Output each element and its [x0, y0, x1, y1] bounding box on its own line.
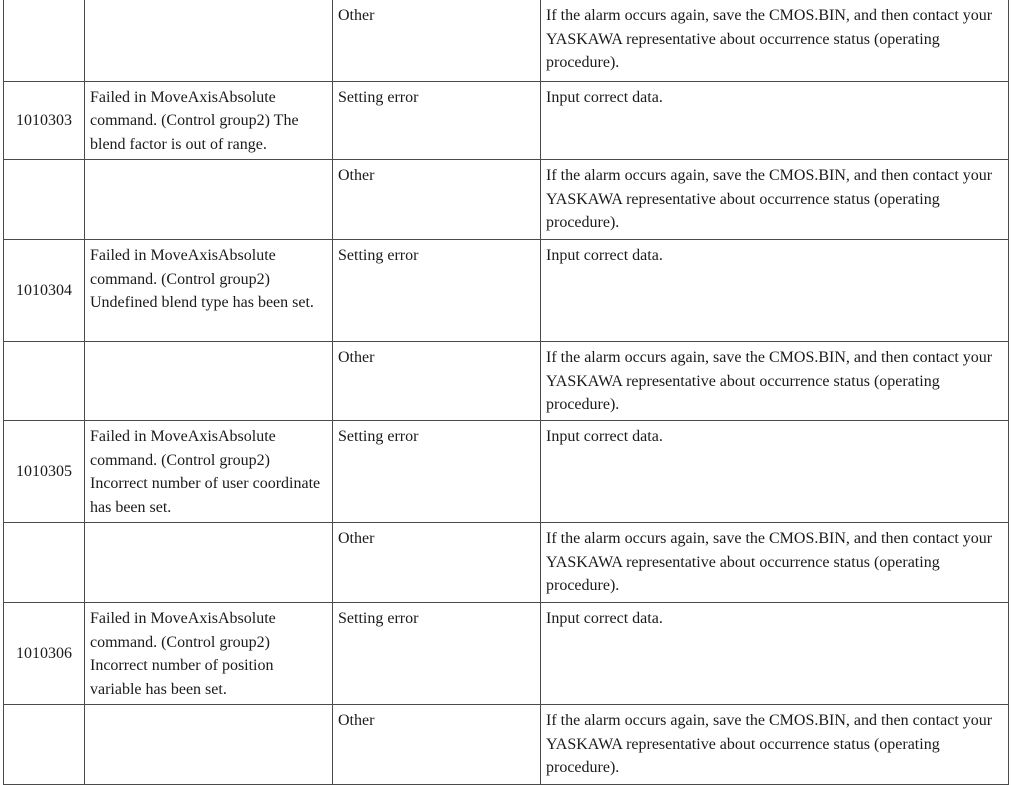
table-row	[4, 421, 1009, 523]
alarm-cause: Other	[333, 160, 541, 240]
alarm-code	[4, 523, 85, 603]
alarm-code	[4, 705, 85, 785]
alarm-description: Failed in MoveAxisAbsolute command. (Control group2) Incorrect number of position variable has been set.	[85, 603, 333, 705]
table-row	[4, 705, 1009, 785]
alarm-remedy: Input correct data.	[541, 603, 1009, 705]
alarm-remedy: Input correct data.	[541, 421, 1009, 523]
alarm-description	[85, 523, 333, 603]
alarm-remedy: Input correct data.	[541, 81, 1009, 160]
table-row	[4, 603, 1009, 705]
alarm-code: 1010303	[4, 81, 85, 160]
table-row	[4, 0, 1009, 81]
alarm-cause: Setting error	[333, 81, 541, 160]
alarm-code: 1010306	[4, 603, 85, 705]
alarm-cause: Other	[333, 705, 541, 785]
alarm-remedy: If the alarm occurs again, save the CMOS.BIN, and then contact your YASKAWA representative about occurrence status (operating procedure).	[541, 0, 1009, 81]
alarm-description: Failed in MoveAxisAbsolute command. (Control group2) The blend factor is out of range.	[85, 81, 333, 160]
table-row	[4, 342, 1009, 421]
alarm-cause: Setting error	[333, 603, 541, 705]
alarm-remedy: If the alarm occurs again, save the CMOS.BIN, and then contact your YASKAWA representative about occurrence status (operating procedure).	[541, 705, 1009, 785]
alarm-cause: Setting error	[333, 421, 541, 523]
alarm-code	[4, 342, 85, 421]
alarm-code	[4, 160, 85, 240]
alarm-table	[3, 0, 1009, 785]
table-row	[4, 160, 1009, 240]
table-row	[4, 81, 1009, 160]
alarm-code	[4, 0, 85, 81]
alarm-description	[85, 342, 333, 421]
alarm-code: 1010305	[4, 421, 85, 523]
alarm-cause: Setting error	[333, 240, 541, 342]
alarm-cause: Other	[333, 523, 541, 603]
table-row	[4, 523, 1009, 603]
alarm-cause: Other	[333, 0, 541, 81]
alarm-description: Failed in MoveAxisAbsolute command. (Control group2) Incorrect number of user coordinate has been set.	[85, 421, 333, 523]
alarm-code: 1010304	[4, 240, 85, 342]
alarm-description	[85, 160, 333, 240]
alarm-description: Failed in MoveAxisAbsolute command. (Control group2) Undefined blend type has been set.	[85, 240, 333, 342]
alarm-remedy: If the alarm occurs again, save the CMOS.BIN, and then contact your YASKAWA representative about occurrence status (operating procedure).	[541, 160, 1009, 240]
alarm-remedy: If the alarm occurs again, save the CMOS.BIN, and then contact your YASKAWA representative about occurrence status (operating procedure).	[541, 523, 1009, 603]
alarm-remedy: Input correct data.	[541, 240, 1009, 342]
alarm-description	[85, 705, 333, 785]
table-row	[4, 240, 1009, 342]
alarm-cause: Other	[333, 342, 541, 421]
alarm-description	[85, 0, 333, 81]
alarm-remedy: If the alarm occurs again, save the CMOS.BIN, and then contact your YASKAWA representative about occurrence status (operating procedure).	[541, 342, 1009, 421]
